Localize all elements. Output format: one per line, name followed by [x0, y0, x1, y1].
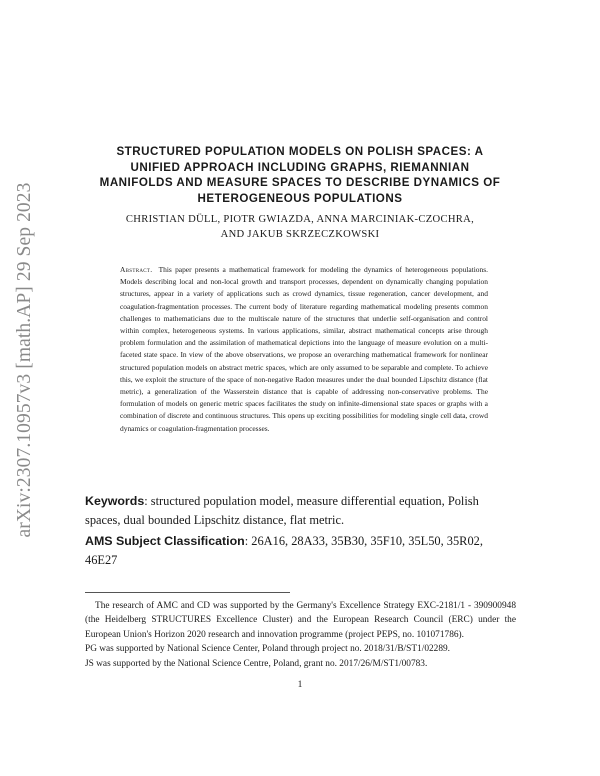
- footnote-divider: [85, 592, 290, 593]
- funding-footnote: JS was supported by the National Science Centre, Poland, grant no. 2017/26/M/ST1/00783.: [85, 658, 428, 669]
- title-line: HETEROGENEOUS POPULATIONS: [197, 191, 403, 205]
- page-number: 1: [297, 680, 303, 690]
- ams-classification-text: : 26A16, 28A33, 35B30, 35F10, 35L50, 35R02, 46E27: [85, 533, 483, 568]
- title-line: UNIFIED APPROACH INCLUDING GRAPHS, RIEMANNIAN: [130, 160, 470, 174]
- funding-footnote: The research of AMC and CD was supported by the Germany's Excellence Strategy EXC-2181/1 - 390900948 (the Heidelberg STRUCTURES Excellence Cluster) and the European Research Council (ERC) under the European Union's Horizon 2020 research and innovation programme (project PEPS, no. 101071786).: [85, 601, 516, 640]
- abstract: [120, 264, 488, 435]
- author-line: AND JAKUB SKRZECZKOWSKI: [220, 229, 380, 240]
- author-list: [80, 212, 520, 242]
- keywords-text: : structured population model, measure differential equation, Polish spaces, dual bounded Lipschitz distance, flat metric.: [85, 494, 479, 528]
- keywords-paragraph: [85, 492, 517, 531]
- keywords-section: [85, 492, 517, 571]
- abstract-label: Abstract.: [120, 265, 153, 274]
- footnotes: [85, 599, 516, 671]
- arxiv-side-stamp: [0, 0, 50, 776]
- arxiv-identifier: arXiv:2307.10957v3 [math.AP] 29 Sep 2023: [14, 182, 35, 538]
- funding-footnote: PG was supported by National Science Center, Poland through project no. 2018/31/B/ST1/02289.: [85, 644, 451, 655]
- author-line: CHRISTIAN DÜLL, PIOTR GWIAZDA, ANNA MARCINIAK-CZOCHRA,: [125, 214, 475, 225]
- keywords-label: Keywords: [85, 494, 145, 508]
- ams-classification-label: AMS Subject Classification: [85, 533, 245, 548]
- title-line: MANIFOLDS AND MEASURE SPACES TO DESCRIBE DYNAMICS OF: [99, 176, 501, 189]
- ams-classification-paragraph: [85, 532, 517, 571]
- title-line: STRUCTURED POPULATION MODELS ON POLISH SPACES: A: [116, 145, 484, 158]
- paper-title: [80, 144, 520, 206]
- abstract-text: This paper presents a mathematical framework for modeling the dynamics of heterogeneous populations. Models describing local and non-local growth and transport processes, dependent on dynamically changing population structures, appear in a variety of applications such as crowd dynamics, tissue regeneration, cancer development, and coagulation-fragmentation processes. The current body of literature regarding mathematical modeling presents common challenges to mathematicians due to the multiscale nature of the structures that underlie self-organisation and control within complex, heterogeneous systems. In various applications, similar, abstract mathematical concepts arise through problem formulation and the assimilation of mathematical depictions into the language of measure evolution on a multi-faceted state space. In view of the above observations, we propose an overarching mathematical framework for nonlinear structured population models on abstract metric spaces, which are only assumed to be separable and complete. To achieve this, we exploit the structure of the space of non-negative Radon measures under the dual bounded Lipschitz distance (flat metric), a generalization of the Wasserstein distance that is capable of addressing non-conservative problems. The formulation of models on generic metric spaces facilitates the study on infinite-dimensional state spaces or graphs with a combination of discrete and continuous structures. This opens up exciting possibilities for modeling single cell data, crowd dynamics or coagulation-fragmentation processes.: [120, 265, 488, 433]
